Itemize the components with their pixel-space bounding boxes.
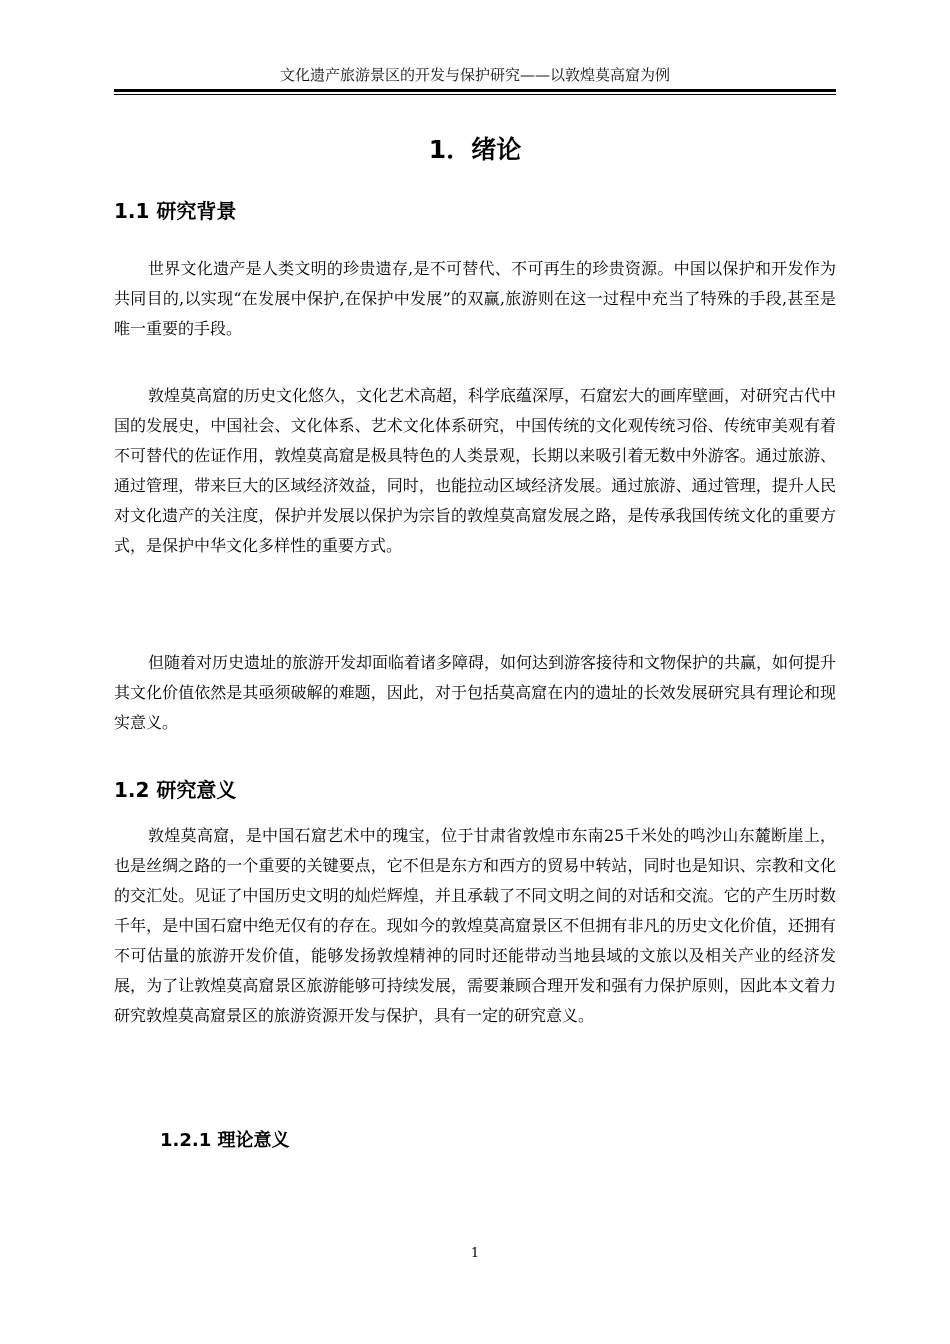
paragraph-background-3: 但随着对历史遗址的旅游开发却面临着诸多障碍，如何达到游客接待和文物保护的共赢，如何提升其文化价值依然是其亟须破解的难题，因此，对于包括莫高窟在内的遗址的长效发展研究具有理论和现实意义。 <box>114 653 837 732</box>
paragraph-background-2: 敦煌莫高窟的历史文化悠久，文化艺术高超，科学底蕴深厚，石窟宏大的画库壁画，对研究古代中国的发展史，中国社会、文化体系、艺术文化体系研究，中国传统的文化观传统习俗、传统审美观有着不可替代的佐证作用，敦煌莫高窟是极具特色的人类景观，长期以来吸引着无数中外游客。通过旅游、通过管理，带来巨大的区域经济效益，同时，也能拉动区域经济发展。通过旅游、通过管理，提升人民对文化遗产的关注度，保护并发展以保护为宗旨的敦煌莫高窟发展之路，是传承我国传统文化的重要方式，是保护中华文化多样性的重要方式。 <box>114 386 837 555</box>
section-heading-significance: 1.2 研究意义 <box>114 778 237 802</box>
running-header: 文化遗产旅游景区的开发与保护研究——以敦煌莫高窟为例 <box>279 66 670 84</box>
paragraph-background-1: 世界文化遗产是人类文明的珍贵遗存,是不可替代、不可再生的珍贵资源。中国以保护和开发作为共同目的,以实现“在发展中保护,在保护中发展”的双赢,旅游则在这一过程中充当了特殊的手段,甚至是唯一重要的手段。 <box>114 259 836 338</box>
header-rule-thin <box>114 94 836 95</box>
header-rule-thick <box>114 89 836 92</box>
page-number: 1 <box>470 1246 480 1261</box>
chapter-title: 1．绪论 <box>428 135 522 164</box>
section-heading-background: 1.1 研究背景 <box>114 199 237 223</box>
subsection-heading-theory: 1.2.1 理论意义 <box>160 1130 290 1151</box>
paragraph-significance-1: 敦煌莫高窟，是中国石窟艺术中的瑰宝，位于甘肃省敦煌市东南25千米处的鸣沙山东麓断崖上，也是丝绸之路的一个重要的关键要点，它不但是东方和西方的贸易中转站，同时也是知识、宗教和文化的交汇处。见证了中国历史文明的灿烂辉煌，并且承载了不同文明之间的对话和交流。它的产生历时数千年，是中国石窟中绝无仅有的存在。现如今的敦煌莫高窟景区不但拥有非凡的历史文化价值，还拥有不可估量的旅游开发价值，能够发扬敦煌精神的同时还能带动当地县域的文旅以及相关产业的经济发展，为了让敦煌莫高窟景区旅游能够可持续发展，需要兼顾合理开发和强有力保护原则，因此本文着力研究敦煌莫高窟景区的旅游资源开发与保护，具有一定的研究意义。 <box>114 826 836 1025</box>
